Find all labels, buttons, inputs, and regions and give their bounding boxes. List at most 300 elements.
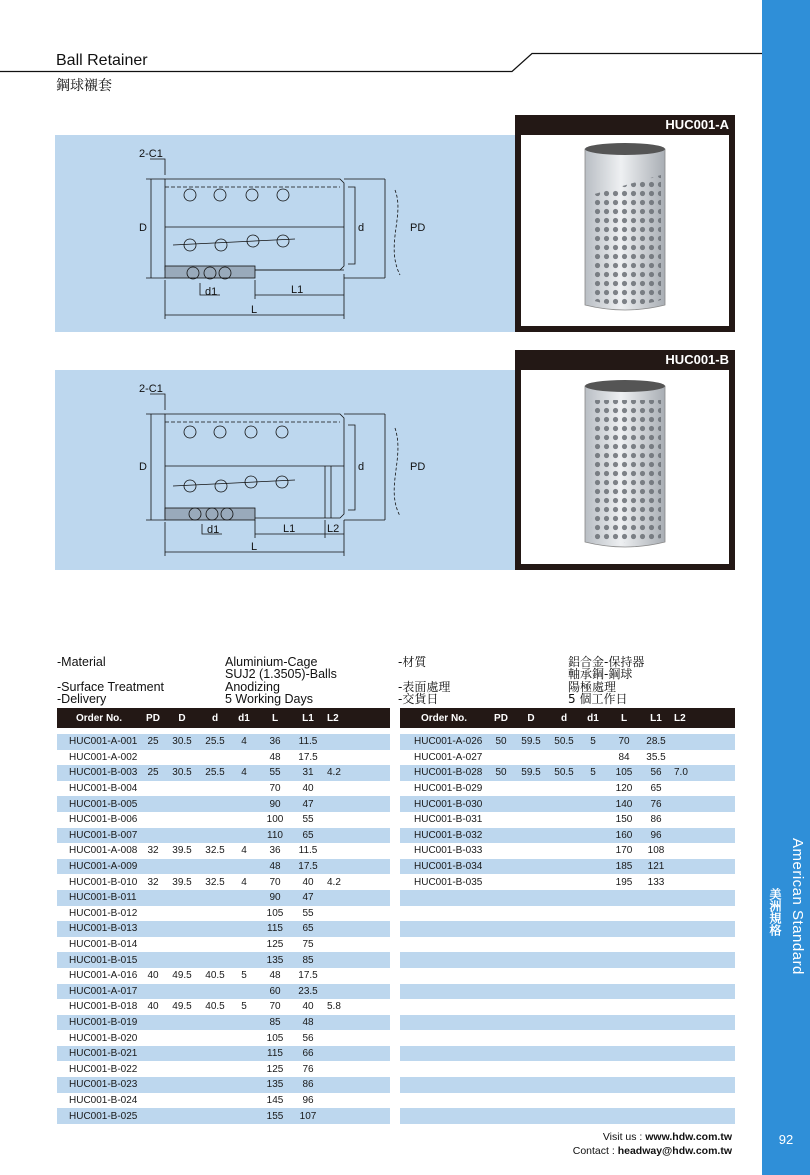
table-row (400, 796, 735, 812)
cell-d1 (580, 796, 606, 812)
cell-d-outer (514, 796, 548, 812)
table-row (57, 968, 390, 984)
cell-d1 (580, 890, 606, 906)
cell-l (606, 1108, 642, 1124)
cell-order-no: HUC001-B-019 (57, 1015, 141, 1031)
product-label-b: HUC001-B (665, 352, 729, 367)
table-row (400, 734, 735, 750)
cell-order-no: HUC001-B-030 (400, 796, 488, 812)
cell-l: 85 (257, 1015, 293, 1031)
cell-pd (141, 796, 165, 812)
cell-l2 (670, 781, 735, 797)
cell-d-outer (165, 906, 199, 922)
cell-pd (488, 796, 514, 812)
cell-pd: 50 (488, 765, 514, 781)
cell-pd (488, 906, 514, 922)
cell-l: 48 (257, 968, 293, 984)
cell-pd (488, 952, 514, 968)
cell-l: 185 (606, 859, 642, 875)
cell-d-outer: 39.5 (165, 874, 199, 890)
cell-l1: 65 (293, 828, 323, 844)
cell-d-outer (514, 1030, 548, 1046)
cell-order-no: HUC001-B-021 (57, 1046, 141, 1062)
cell-pd: 50 (488, 734, 514, 750)
retainer-image-a (521, 135, 729, 326)
cell-l2 (323, 781, 390, 797)
cell-l1: 47 (293, 890, 323, 906)
cell-l2 (670, 859, 735, 875)
cell-l: 70 (257, 874, 293, 890)
cell-d-inner (548, 796, 580, 812)
cell-l2 (670, 1108, 735, 1124)
cell-order-no: HUC001-B-028 (400, 765, 488, 781)
spec-zh-delivery-value: 5 個工作日 (568, 692, 628, 706)
cell-d-outer (514, 968, 548, 984)
cell-l: 100 (257, 812, 293, 828)
cell-l1: 55 (293, 906, 323, 922)
cell-order-no: HUC001-A-016 (57, 968, 141, 984)
cell-d-outer (165, 812, 199, 828)
cell-l2 (323, 890, 390, 906)
table-row (57, 734, 390, 750)
label-pd-a: PD (410, 222, 426, 234)
cell-pd: 25 (141, 734, 165, 750)
product-image-a (521, 135, 729, 326)
col-order-no: Order No. (57, 708, 141, 728)
table-row (57, 859, 390, 875)
cell-l: 195 (606, 874, 642, 890)
cell-d1 (231, 1015, 257, 1031)
label-l2-b: L2 (327, 523, 340, 535)
col-d-outer: D (165, 708, 199, 728)
page-subtitle: 鋼球襯套 (56, 78, 112, 94)
cell-d-inner (548, 1108, 580, 1124)
cell-d-outer (514, 781, 548, 797)
cell-l2 (323, 1030, 390, 1046)
cell-d-outer: 39.5 (165, 843, 199, 859)
cell-l1: 35.5 (642, 750, 670, 766)
cell-l: 60 (257, 984, 293, 1000)
cell-d-inner (199, 984, 231, 1000)
cell-l2: 7.0 (670, 765, 735, 781)
product-image-b (521, 370, 729, 564)
cell-l (606, 906, 642, 922)
cell-order-no: HUC001-B-010 (57, 874, 141, 890)
cell-pd: 32 (141, 874, 165, 890)
cell-pd (141, 1108, 165, 1124)
label-l-b: L (251, 541, 258, 553)
footer-website-link[interactable]: www.hdw.com.tw (645, 1131, 732, 1143)
cell-pd (488, 968, 514, 984)
cell-d1 (231, 937, 257, 953)
label-l-a: L (251, 304, 258, 316)
cell-d-inner: 32.5 (199, 874, 231, 890)
cell-l1: 65 (293, 921, 323, 937)
cell-pd (488, 781, 514, 797)
cell-order-no: HUC001-B-029 (400, 781, 488, 797)
cell-d1 (580, 874, 606, 890)
table-row (57, 828, 390, 844)
cell-d-outer (514, 1061, 548, 1077)
cell-l2 (323, 796, 390, 812)
col-pd: PD (141, 708, 165, 728)
footer-visit-label: Visit us : (602, 1131, 646, 1143)
cell-l2 (670, 1077, 735, 1093)
cell-d-inner: 25.5 (199, 734, 231, 750)
cell-d1: 4 (231, 734, 257, 750)
cell-l: 84 (606, 750, 642, 766)
cell-order-no: HUC001-B-014 (57, 937, 141, 953)
cell-d-outer (514, 1108, 548, 1124)
cell-l (606, 1015, 642, 1031)
cell-pd (488, 859, 514, 875)
label-pd-b: PD (410, 461, 426, 473)
table-row (400, 921, 735, 937)
cell-d-outer (514, 952, 548, 968)
cell-d1 (580, 999, 606, 1015)
table-row (57, 765, 390, 781)
cell-order-no: HUC001-B-006 (57, 812, 141, 828)
cell-d-inner (199, 750, 231, 766)
footer-email-link[interactable]: headway@hdw.com.tw (617, 1145, 732, 1157)
side-text-zh: 美洲規格 (768, 888, 782, 936)
cell-d1 (580, 1015, 606, 1031)
table-row (57, 937, 390, 953)
cell-d-outer (165, 984, 199, 1000)
technical-drawing-b (55, 370, 515, 570)
cell-d1 (580, 937, 606, 953)
table-header-row (400, 708, 735, 728)
product-label-a: HUC001-A (665, 117, 729, 132)
cell-d-outer (514, 1015, 548, 1031)
spec-zh-material-value-1: 鋁合金-保持器 (568, 655, 645, 669)
cell-l2 (323, 843, 390, 859)
cell-d-inner (548, 1015, 580, 1031)
col-d-inner: d (199, 708, 231, 728)
cell-l2 (323, 1108, 390, 1124)
cell-d-outer: 49.5 (165, 999, 199, 1015)
table-row (400, 1030, 735, 1046)
cell-d1 (231, 984, 257, 1000)
cell-d-inner (199, 828, 231, 844)
cell-d-outer (165, 1015, 199, 1031)
spec-material-label: -Material (57, 655, 106, 669)
spec-table-left (57, 708, 390, 1124)
cell-d1 (580, 843, 606, 859)
cell-pd: 25 (141, 765, 165, 781)
cell-l2 (670, 1030, 735, 1046)
label-l1-a: L1 (291, 284, 304, 296)
cell-l1: 11.5 (293, 734, 323, 750)
cell-l: 135 (257, 952, 293, 968)
cell-d-inner (199, 1093, 231, 1109)
cell-d-inner (199, 921, 231, 937)
cell-d1: 4 (231, 874, 257, 890)
cell-l1: 107 (293, 1108, 323, 1124)
table-row (400, 1077, 735, 1093)
cell-order-no: HUC001-A-027 (400, 750, 488, 766)
cell-l: 90 (257, 890, 293, 906)
table-row (400, 1093, 735, 1109)
cell-d1 (580, 1077, 606, 1093)
cell-d-outer (165, 1030, 199, 1046)
cell-d-inner (548, 781, 580, 797)
page-number: 92 (778, 1132, 794, 1147)
cell-pd (488, 937, 514, 953)
cell-order-no (400, 952, 488, 968)
cell-d1 (580, 968, 606, 984)
cell-pd (141, 859, 165, 875)
cell-d-inner (199, 1015, 231, 1031)
cell-order-no: HUC001-B-015 (57, 952, 141, 968)
cell-l2 (670, 828, 735, 844)
product-photo-a (515, 115, 735, 332)
cell-d-inner: 40.5 (199, 968, 231, 984)
cell-l2 (323, 1077, 390, 1093)
cell-pd: 40 (141, 968, 165, 984)
cell-l2 (323, 968, 390, 984)
cell-order-no (400, 984, 488, 1000)
cell-l: 105 (257, 906, 293, 922)
cell-d-inner (199, 937, 231, 953)
table-row (57, 906, 390, 922)
cell-order-no (400, 937, 488, 953)
cell-l: 48 (257, 859, 293, 875)
cell-l1 (642, 1077, 670, 1093)
cell-order-no: HUC001-B-032 (400, 828, 488, 844)
col-d-outer: D (514, 708, 548, 728)
cell-pd (141, 984, 165, 1000)
cell-l: 105 (257, 1030, 293, 1046)
cell-pd (141, 1030, 165, 1046)
cell-d-inner (199, 906, 231, 922)
cell-d-inner (548, 1077, 580, 1093)
cell-d1 (231, 1108, 257, 1124)
page-title: Ball Retainer (56, 52, 148, 69)
cell-pd (488, 750, 514, 766)
cell-d1 (231, 906, 257, 922)
cell-d1 (231, 1093, 257, 1109)
cell-l1: 121 (642, 859, 670, 875)
table-row (400, 828, 735, 844)
label-d-inner-a: d (358, 222, 365, 234)
cell-d-inner (548, 1030, 580, 1046)
cell-d1 (231, 796, 257, 812)
spec-delivery-value: 5 Working Days (225, 692, 313, 706)
cell-l: 155 (257, 1108, 293, 1124)
cell-order-no: HUC001-A-009 (57, 859, 141, 875)
cell-l2 (670, 968, 735, 984)
cell-pd (488, 1046, 514, 1062)
cell-l2 (670, 796, 735, 812)
cell-l1: 108 (642, 843, 670, 859)
cell-l2 (670, 1093, 735, 1109)
cell-d1 (580, 1046, 606, 1062)
table-row (400, 937, 735, 953)
table-row (400, 1061, 735, 1077)
cell-d-outer (514, 1077, 548, 1093)
cell-l1 (642, 937, 670, 953)
spec-zh-surface-label: -表面處理 (398, 680, 451, 694)
table-row (57, 1061, 390, 1077)
cell-l2 (670, 906, 735, 922)
cell-d1 (231, 1061, 257, 1077)
cell-d-inner (199, 1077, 231, 1093)
spec-zh-material-label: -材質 (398, 655, 427, 669)
cell-d-inner (548, 843, 580, 859)
spec-surface-label: -Surface Treatment (57, 680, 164, 694)
table-row (400, 906, 735, 922)
col-l1: L1 (293, 708, 323, 728)
cell-l1: 96 (642, 828, 670, 844)
cell-order-no: HUC001-A-026 (400, 734, 488, 750)
cell-d1 (580, 1061, 606, 1077)
col-d1: d1 (580, 708, 606, 728)
cell-d-outer (514, 890, 548, 906)
cell-d-outer (165, 1093, 199, 1109)
cell-l1: 28.5 (642, 734, 670, 750)
footer-contact (573, 1145, 732, 1157)
cell-d-inner (548, 828, 580, 844)
cell-d-outer (165, 828, 199, 844)
table-row (57, 1108, 390, 1124)
cell-l1: 133 (642, 874, 670, 890)
cell-d1 (231, 921, 257, 937)
cell-l1: 65 (642, 781, 670, 797)
cell-d1 (580, 1108, 606, 1124)
cell-order-no (400, 921, 488, 937)
cell-l (606, 937, 642, 953)
cell-d1: 4 (231, 765, 257, 781)
spec-table-right (400, 708, 735, 1124)
spec-material-value-2: SUJ2 (1.3505)-Balls (225, 667, 337, 681)
cell-l2: 4.2 (323, 874, 390, 890)
cell-l: 105 (606, 765, 642, 781)
cell-l: 135 (257, 1077, 293, 1093)
cell-l (606, 1093, 642, 1109)
cell-l1: 56 (293, 1030, 323, 1046)
table-row (400, 890, 735, 906)
cell-l2 (670, 999, 735, 1015)
cell-pd (488, 1077, 514, 1093)
cell-l: 145 (257, 1093, 293, 1109)
cell-d-outer (514, 874, 548, 890)
cell-l2 (670, 890, 735, 906)
cell-d-inner (548, 921, 580, 937)
drawing-panel-b (55, 370, 515, 570)
table-row (400, 1108, 735, 1124)
table-row (57, 750, 390, 766)
cell-d-outer (514, 937, 548, 953)
col-l: L (257, 708, 293, 728)
cell-d1 (231, 1046, 257, 1062)
spec-surface-value: Anodizing (225, 680, 280, 694)
cell-pd (488, 1108, 514, 1124)
cell-d-inner (199, 859, 231, 875)
cell-d-outer: 59.5 (514, 765, 548, 781)
col-d1: d1 (231, 708, 257, 728)
cell-d-inner (548, 890, 580, 906)
table-row (57, 843, 390, 859)
cell-order-no: HUC001-B-004 (57, 781, 141, 797)
cell-pd: 40 (141, 999, 165, 1015)
cell-l1 (642, 1061, 670, 1077)
cell-order-no (400, 1077, 488, 1093)
cell-d1 (231, 1030, 257, 1046)
col-pd: PD (488, 708, 514, 728)
cell-d-outer (514, 1046, 548, 1062)
cell-l2 (670, 937, 735, 953)
cell-d-inner: 32.5 (199, 843, 231, 859)
cell-d-outer (165, 937, 199, 953)
cell-l1 (642, 999, 670, 1015)
cell-l (606, 1061, 642, 1077)
technical-drawing-a (55, 135, 515, 332)
cell-d1 (580, 921, 606, 937)
cell-d-inner (199, 1108, 231, 1124)
cell-l: 125 (257, 1061, 293, 1077)
cell-order-no: HUC001-A-008 (57, 843, 141, 859)
cell-d-outer (514, 921, 548, 937)
table-row (400, 859, 735, 875)
cell-l2 (323, 984, 390, 1000)
cell-d-outer (165, 796, 199, 812)
cell-d-inner (548, 1046, 580, 1062)
cell-pd (488, 812, 514, 828)
cell-order-no: HUC001-B-007 (57, 828, 141, 844)
spec-zh-delivery-label: -交貨日 (398, 692, 439, 706)
table-row (57, 781, 390, 797)
table-row (400, 968, 735, 984)
cell-d-inner (199, 1030, 231, 1046)
cell-l1 (642, 952, 670, 968)
cell-l1 (642, 984, 670, 1000)
cell-d-outer (514, 828, 548, 844)
table-row (400, 984, 735, 1000)
cell-pd (141, 1093, 165, 1109)
cell-order-no: HUC001-B-033 (400, 843, 488, 859)
cell-l: 55 (257, 765, 293, 781)
cell-order-no: HUC001-A-017 (57, 984, 141, 1000)
cell-l1: 23.5 (293, 984, 323, 1000)
cell-order-no: HUC001-B-012 (57, 906, 141, 922)
cell-d-outer: 49.5 (165, 968, 199, 984)
cell-order-no: HUC001-B-005 (57, 796, 141, 812)
table-row (400, 750, 735, 766)
cell-d-outer (165, 750, 199, 766)
cell-l (606, 999, 642, 1015)
table-row (400, 1015, 735, 1031)
cell-order-no: HUC001-B-031 (400, 812, 488, 828)
cell-l2: 4.2 (323, 765, 390, 781)
cell-l (606, 984, 642, 1000)
side-bar (762, 0, 810, 1175)
cell-pd (141, 952, 165, 968)
cell-l2 (323, 734, 390, 750)
cell-order-no (400, 999, 488, 1015)
cell-l (606, 952, 642, 968)
cell-d1: 5 (580, 765, 606, 781)
cell-l1 (642, 1030, 670, 1046)
spec-delivery-label: -Delivery (57, 692, 107, 706)
cell-order-no (400, 1015, 488, 1031)
cell-l: 36 (257, 734, 293, 750)
cell-l1: 75 (293, 937, 323, 953)
cell-l: 36 (257, 843, 293, 859)
cell-pd (488, 843, 514, 859)
cell-d1 (231, 952, 257, 968)
cell-l2 (670, 1015, 735, 1031)
